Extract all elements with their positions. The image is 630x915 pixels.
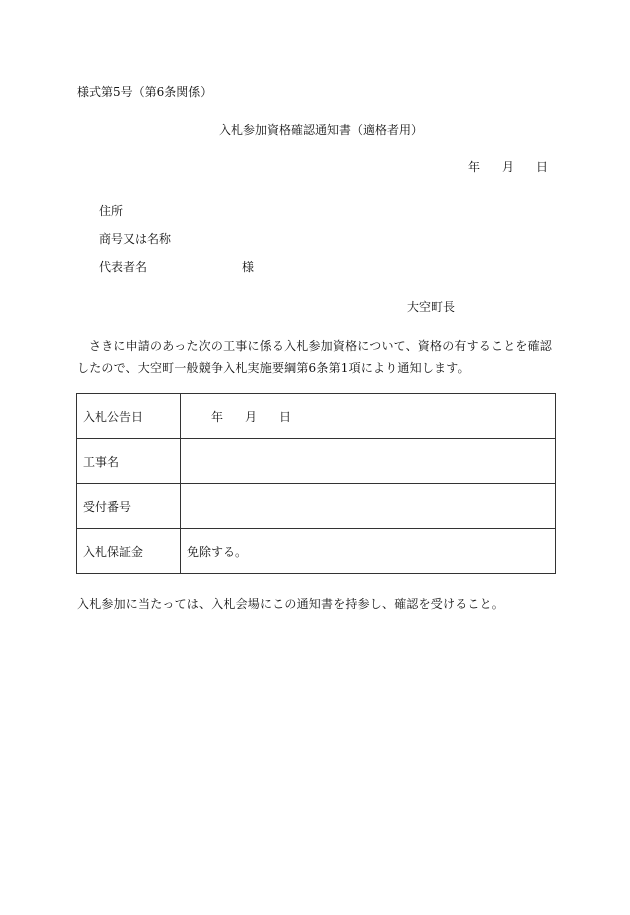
table-row [77,439,556,484]
issuer-name: 大空町長 [407,300,456,314]
document-title: 入札参加資格確認通知書（適格者用） [219,123,424,137]
row-label: 入札保証金 [77,529,181,574]
announcement-date-value [181,394,556,439]
date-year: 年 [467,160,480,174]
representative-label: 代表者名 [99,260,148,274]
info-table [76,393,556,574]
date-day: 日 [535,160,548,174]
row-label: 工事名 [77,439,181,484]
table-row [77,529,556,574]
form-number: 様式第5号（第6条関係） [77,85,213,99]
bid-deposit-value: 免除する。 [181,529,556,574]
company-name-label: 商号又は名称 [99,232,172,246]
table-row [77,394,556,439]
address-label: 住所 [99,204,124,218]
receipt-number-value [181,484,556,529]
body-paragraph: さきに申請のあった次の工事に係る入札参加資格について、資格の有することを確認したので、大空町一般競争入札実施要綱第6条第1項により通知します。 [77,339,553,375]
honorific: 様 [242,260,255,274]
announce-year: 年 [211,409,224,424]
date-month: 月 [501,160,514,174]
issue-date [468,161,548,173]
row-label: 受付番号 [77,484,181,529]
announce-month: 月 [245,409,258,424]
announce-day: 日 [279,409,292,424]
project-name-value [181,439,556,484]
row-label: 入札公告日 [77,394,181,439]
closing-note: 入札参加に当たっては、入札会場にこの通知書を持参し、確認を受けること。 [77,597,505,611]
table-row [77,484,556,529]
